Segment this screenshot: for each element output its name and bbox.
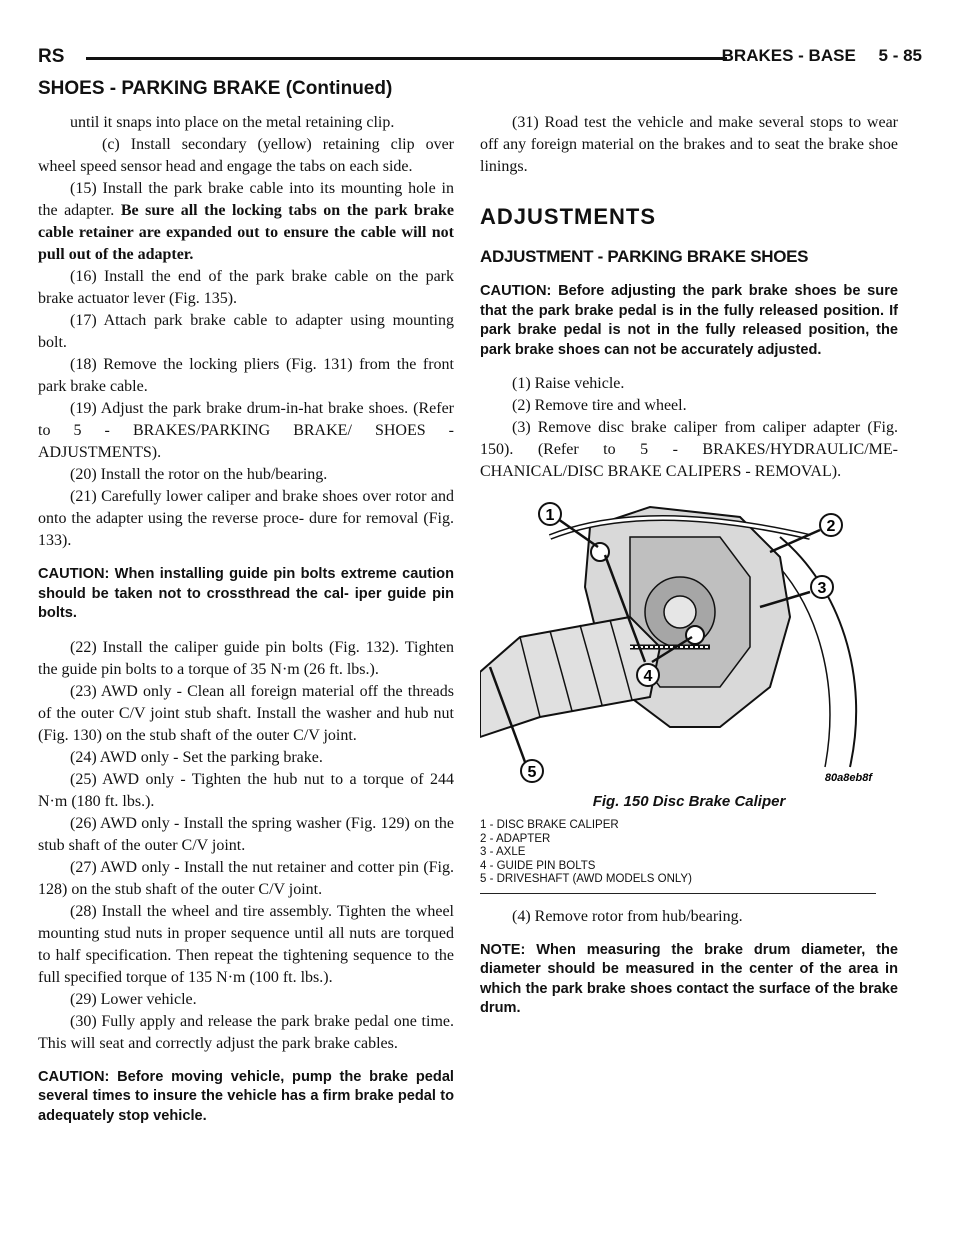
caution-guide-pin: CAUTION: When installing guide pin bolts extreme caution should be taken not to crossthread the cal- iper guide pin bolts.	[38, 566, 454, 621]
callout-3: 3	[817, 580, 827, 597]
note-brake-drum: NOTE: When measuring the brake drum diameter, the diameter should be measured in the center of the area in which the park brake shoes contact the surface of the brake drum.	[480, 941, 898, 1016]
adjustment-subheading: ADJUSTMENT - PARKING BRAKE SHOES	[480, 247, 809, 266]
figure-code: 80a8eb8f	[824, 772, 872, 784]
step-27: (27) AWD only - Install the nut retainer and cotter pin (Fig. 128) on the stub shaft of the outer C/V joint.	[38, 858, 454, 898]
adj-step-3: (3) Remove disc brake caliper from caliper adapter (Fig. 150). (Refer to 5 - BRAKES/HYDRAULIC/ME- CHANICAL/DISC BRAKE CALIPERS - REMOVAL).	[480, 419, 898, 480]
step-25: (25) AWD only - Tighten the hub nut to a torque of 244 N·m (180 ft. lbs.).	[38, 770, 454, 810]
header-section-title: BRAKES - BASE	[721, 46, 856, 65]
step-15: (15) Install the park brake cable into its mounting hole in the adapter. Be sure all the locking tabs on the park brake cable retainer are expanded out to ensure the cable will not pull out of the adapter.	[38, 180, 454, 263]
caution-pump-brake: CAUTION: Before moving vehicle, pump the brake pedal several times to insure the vehicle has a firm brake pedal to adequately stop vehicle.	[38, 1068, 454, 1124]
right-column	[480, 112, 898, 1019]
page-number: 5 - 85	[878, 46, 922, 65]
step-text: until it snaps into place on the metal retaining clip.	[70, 114, 395, 131]
legend-item: 2 - ADAPTER	[480, 832, 551, 845]
adj-step-2: (2) Remove tire and wheel.	[512, 397, 687, 414]
step-17: (17) Attach park brake cable to adapter using mounting bolt.	[38, 312, 454, 351]
step-31: (31) Road test the vehicle and make several stops to wear off any foreign material on the brakes and to seat the brake shoe linings.	[480, 114, 898, 175]
step-23: (23) AWD only - Clean all foreign material off the threads of the outer C/V joint stub shaft. Install the washer and hub nut (Fig. 130) on the stub shaft of the outer C/V joint.	[38, 682, 454, 744]
header-right	[722, 46, 922, 66]
caution-adjust: CAUTION: Before adjusting the park brake shoes be sure that the park brake pedal is in the fully released position. If park brake pedal is not in the fully released position, the park brake shoes can not be accurately adjusted.	[480, 283, 898, 358]
step-22: (22) Install the caliper guide pin bolts (Fig. 132). Tighten the guide pin bolts to a torque of 35 N·m (26 ft. lbs.).	[38, 638, 454, 678]
step-20: (20) Install the rotor on the hub/bearing.	[70, 466, 328, 483]
header-manual-code: RS	[38, 46, 65, 67]
driveshaft-boot	[480, 617, 660, 737]
figure-disc-brake-caliper	[480, 497, 876, 787]
step-24: (24) AWD only - Set the parking brake.	[70, 748, 323, 766]
step-30: (30) Fully apply and release the park brake pedal one time. This will seat and correctly adjust the park brake cables.	[38, 1012, 454, 1052]
step-16: (16) Install the end of the park brake cable on the park brake actuator lever (Fig. 135).	[38, 268, 454, 307]
emphasis-text: Be sure all the locking tabs on the park brake cable retainer are expanded out to ensure the cable will not pull out of the adapter.	[38, 202, 454, 263]
step-26: (26) AWD only - Install the spring washer (Fig. 129) on the stub shaft of the outer C/V joint.	[38, 814, 454, 854]
legend-item: 3 - AXLE	[480, 846, 526, 858]
adj-step-4: (4) Remove rotor from hub/bearing.	[512, 907, 743, 925]
legend-rule	[480, 893, 876, 894]
legend-item: 5 - DRIVESHAFT (AWD MODELS ONLY)	[480, 873, 692, 885]
step-29: (29) Lower vehicle.	[70, 990, 197, 1008]
caliper-illustration	[480, 497, 876, 787]
left-column	[38, 112, 454, 1126]
hub-center	[664, 596, 696, 628]
legend-item: 4 - GUIDE PIN BOLTS	[480, 859, 596, 872]
callout-4: 4	[643, 668, 653, 685]
step-28: (28) Install the wheel and tire assembly. Tighten the wheel mounting stud nuts in proper sequence until all nuts are torqued to half specification. Then repeat the tightening sequence to the full specified torque of 135 N·m (100 ft. lbs.).	[38, 902, 454, 986]
step-21: (21) Carefully lower caliper and brake shoes over rotor and onto the adapter using the reverse proce- dure for removal (Fig. 133).	[38, 488, 454, 549]
step-text: (c) Install secondary (yellow) retaining clip over wheel speed sensor head and engage the tabs on each side.	[38, 136, 454, 175]
step-18: (18) Remove the locking pliers (Fig. 131) from the front park brake cable.	[38, 356, 454, 395]
section-title: SHOES - PARKING BRAKE (Continued)	[38, 78, 393, 99]
callout-5: 5	[527, 764, 537, 781]
figure-caption: Fig. 150 Disc Brake Caliper	[592, 793, 786, 810]
step-19: (19) Adjust the park brake drum-in-hat brake shoes. (Refer to 5 - BRAKES/PARKING BRAKE/ SHOES - ADJUSTMENTS).	[38, 400, 454, 461]
callout-2: 2	[826, 518, 836, 535]
legend-item: 1 - DISC BRAKE CALIPER	[480, 819, 619, 831]
figure-legend	[480, 819, 898, 887]
adjustments-heading: ADJUSTMENTS	[480, 204, 657, 229]
callout-1: 1	[545, 507, 555, 524]
guide-pin-bolt-bottom	[686, 626, 704, 644]
page-header	[38, 44, 922, 72]
rotor-arc	[780, 537, 856, 767]
header-rule	[86, 57, 727, 60]
adj-step-1: (1) Raise vehicle.	[512, 375, 625, 392]
